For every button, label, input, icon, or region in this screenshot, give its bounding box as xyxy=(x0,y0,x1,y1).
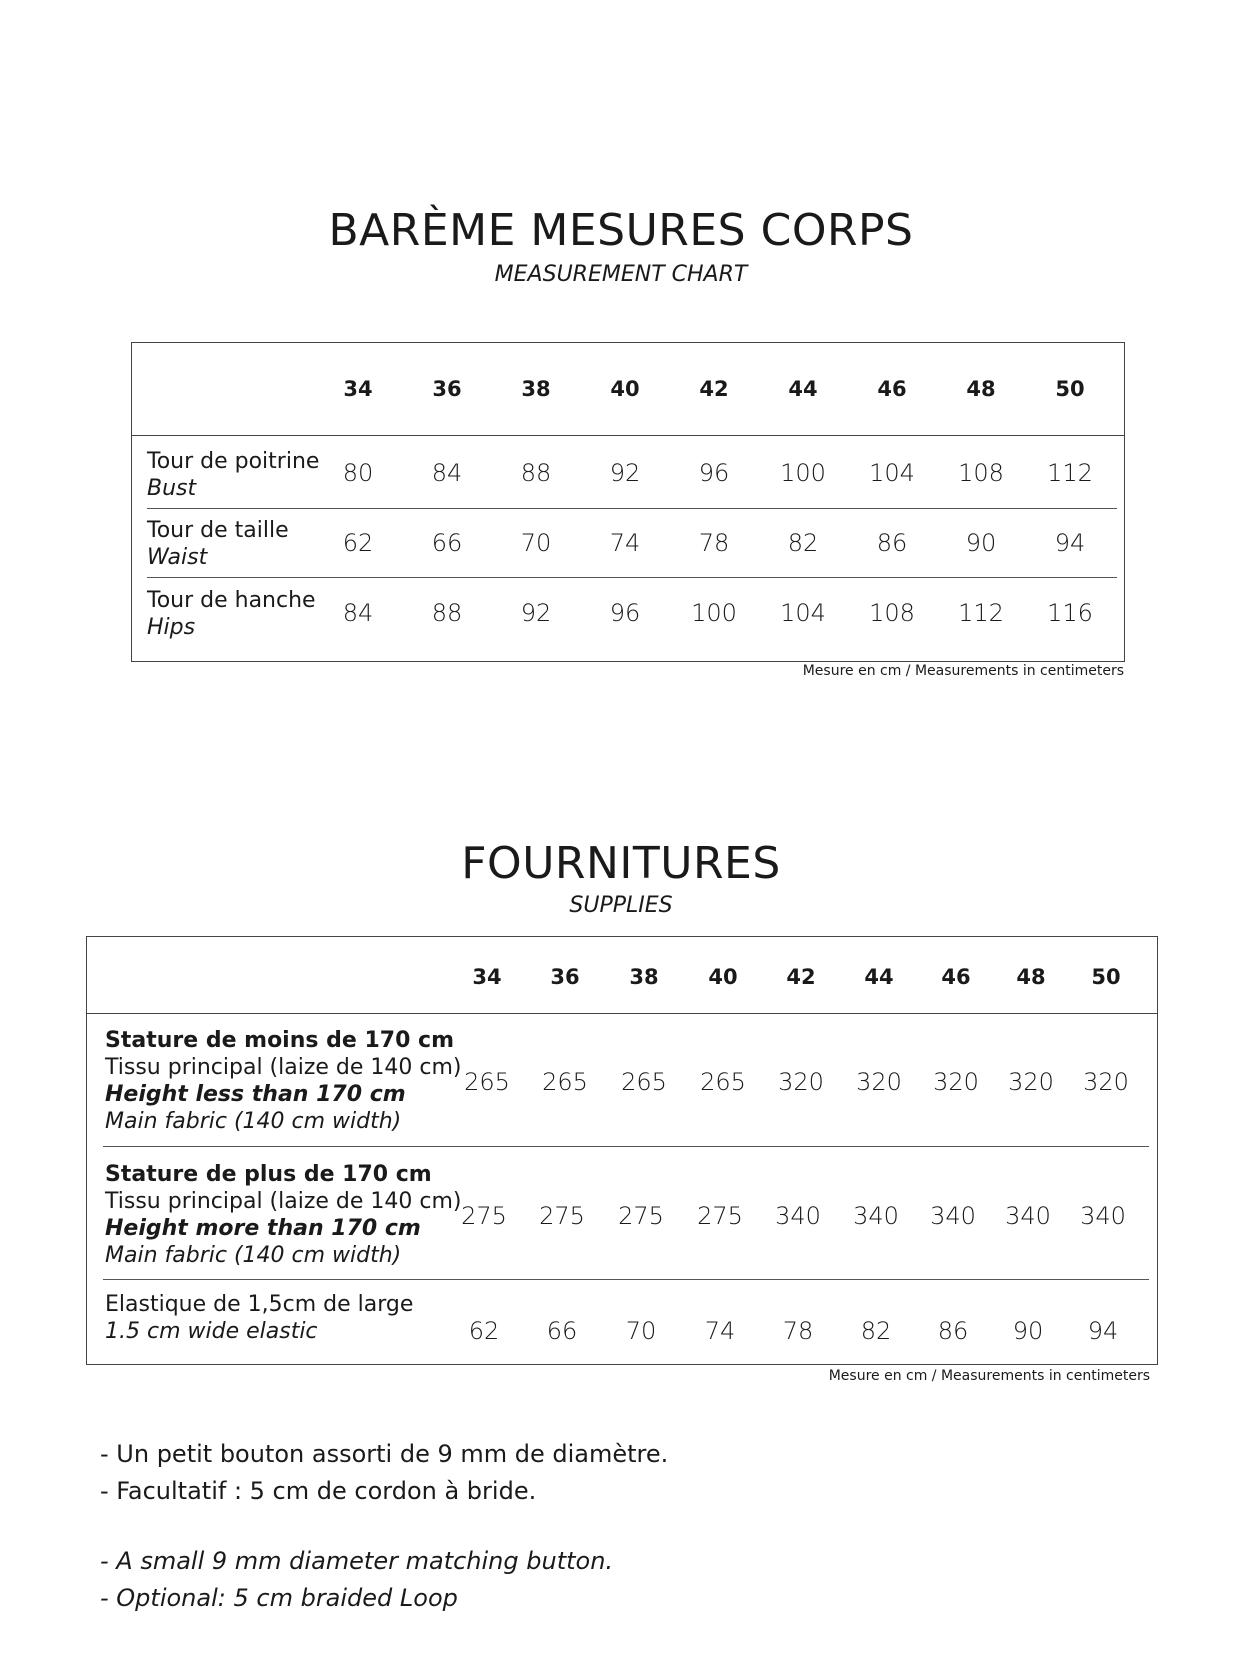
size-header: 50 xyxy=(1055,377,1085,401)
table-cell: 86 xyxy=(937,1317,969,1345)
table-cell: 100 xyxy=(691,599,737,627)
row-label-waist xyxy=(147,517,289,571)
table-cell: 92 xyxy=(520,599,552,627)
row-label-line: Tissu principal (laize de 140 cm) xyxy=(105,1189,462,1214)
row-label-en: Hips xyxy=(147,615,196,640)
size-header: 40 xyxy=(708,965,738,989)
size-header: 42 xyxy=(786,965,816,989)
table-cell: 265 xyxy=(621,1068,667,1096)
row-label-line: Stature de plus de 170 cm xyxy=(105,1162,432,1187)
table-cell: 104 xyxy=(869,459,915,487)
row-label-height-less xyxy=(105,1027,462,1135)
table-cell: 66 xyxy=(431,529,463,557)
table-cell: 88 xyxy=(520,459,552,487)
supplies-header-row xyxy=(87,937,1157,1014)
note-line: - A small 9 mm diameter matching button. xyxy=(100,1547,614,1575)
table-cell: 340 xyxy=(853,1202,899,1230)
table-cell: 70 xyxy=(625,1317,657,1345)
row-label-line: Elastique de 1,5cm de large xyxy=(105,1292,414,1317)
table-cell: 104 xyxy=(780,599,826,627)
table-cell: 86 xyxy=(876,529,908,557)
row-label-en: Bust xyxy=(147,476,197,501)
row-label-line: Height more than 170 cm xyxy=(105,1216,421,1241)
table-cell: 112 xyxy=(1047,459,1093,487)
table-cell: 84 xyxy=(342,599,374,627)
row-label-hips xyxy=(147,587,316,641)
measurement-title: BARÈME MESURES CORPS xyxy=(328,205,914,256)
row-label-line: Tissu principal (laize de 140 cm) xyxy=(105,1055,462,1080)
size-header: 46 xyxy=(941,965,971,989)
supplies-table xyxy=(86,936,1158,1365)
size-header: 42 xyxy=(699,377,729,401)
table-cell: 90 xyxy=(965,529,997,557)
table-cell: 96 xyxy=(698,459,730,487)
table-cell: 82 xyxy=(787,529,819,557)
table-cell: 88 xyxy=(431,599,463,627)
row-label-line: Stature de moins de 170 cm xyxy=(105,1028,455,1053)
table-cell: 320 xyxy=(1083,1068,1129,1096)
table-cell: 78 xyxy=(698,529,730,557)
table-cell: 94 xyxy=(1087,1317,1119,1345)
table-cell: 265 xyxy=(542,1068,588,1096)
table-cell: 100 xyxy=(780,459,826,487)
measurement-table xyxy=(131,342,1125,662)
row-divider xyxy=(147,577,1117,578)
row-label-en: Waist xyxy=(147,545,208,570)
table-cell: 70 xyxy=(520,529,552,557)
table-cell: 108 xyxy=(958,459,1004,487)
size-header: 50 xyxy=(1091,965,1121,989)
row-label-elastic xyxy=(105,1291,413,1345)
table-cell: 96 xyxy=(609,599,641,627)
table-cell: 340 xyxy=(1005,1202,1051,1230)
table-cell: 340 xyxy=(1080,1202,1126,1230)
supplies-title: FOURNITURES xyxy=(461,838,781,889)
row-label-fr: Tour de hanche xyxy=(147,588,316,613)
size-header: 48 xyxy=(1016,965,1046,989)
table-cell: 116 xyxy=(1047,599,1093,627)
table-cell: 275 xyxy=(697,1202,743,1230)
table-cell: 80 xyxy=(342,459,374,487)
table-cell: 320 xyxy=(933,1068,979,1096)
table-cell: 320 xyxy=(1008,1068,1054,1096)
measurement-header-row xyxy=(132,343,1124,436)
table-cell: 66 xyxy=(546,1317,578,1345)
table-cell: 78 xyxy=(782,1317,814,1345)
size-header: 40 xyxy=(610,377,640,401)
table-cell: 94 xyxy=(1054,529,1086,557)
size-header: 44 xyxy=(864,965,894,989)
size-header: 38 xyxy=(629,965,659,989)
table-cell: 275 xyxy=(618,1202,664,1230)
table-cell: 265 xyxy=(700,1068,746,1096)
row-label-fr: Tour de taille xyxy=(147,518,289,543)
supplies-subtitle: SUPPLIES xyxy=(569,893,673,918)
size-header: 46 xyxy=(877,377,907,401)
table-cell: 84 xyxy=(431,459,463,487)
measurement-subtitle: MEASUREMENT CHART xyxy=(494,262,748,287)
note-line: - Facultatif : 5 cm de cordon à bride. xyxy=(100,1477,537,1505)
table-cell: 90 xyxy=(1012,1317,1044,1345)
table-cell: 320 xyxy=(856,1068,902,1096)
table-cell: 62 xyxy=(342,529,374,557)
row-label-line: Main fabric (140 cm width) xyxy=(105,1243,402,1268)
table-cell: 92 xyxy=(609,459,641,487)
size-header: 44 xyxy=(788,377,818,401)
row-divider xyxy=(147,508,1117,509)
row-label-bust xyxy=(147,448,319,502)
size-header: 48 xyxy=(966,377,996,401)
notes-french xyxy=(100,1436,668,1510)
row-divider xyxy=(103,1279,1149,1280)
row-label-height-more xyxy=(105,1161,462,1269)
table-cell: 108 xyxy=(869,599,915,627)
table-cell: 74 xyxy=(704,1317,736,1345)
size-header: 34 xyxy=(472,965,502,989)
row-divider xyxy=(103,1146,1149,1147)
table-cell: 82 xyxy=(860,1317,892,1345)
supplies-unit-note: Mesure en cm / Measurements in centimeters xyxy=(828,1368,1150,1384)
row-label-fr: Tour de poitrine xyxy=(147,449,320,474)
row-label-line: Main fabric (140 cm width) xyxy=(105,1109,402,1134)
table-cell: 112 xyxy=(958,599,1004,627)
row-label-line: 1.5 cm wide elastic xyxy=(105,1319,318,1344)
size-header: 36 xyxy=(432,377,462,401)
table-cell: 275 xyxy=(461,1202,507,1230)
table-cell: 320 xyxy=(778,1068,824,1096)
note-line: - Un petit bouton assorti de 9 mm de diamètre. xyxy=(100,1440,669,1468)
size-header: 36 xyxy=(550,965,580,989)
table-cell: 340 xyxy=(775,1202,821,1230)
note-line: - Optional: 5 cm braided Loop xyxy=(100,1584,458,1612)
table-cell: 275 xyxy=(539,1202,585,1230)
size-header: 34 xyxy=(343,377,373,401)
size-header: 38 xyxy=(521,377,551,401)
row-label-line: Height less than 170 cm xyxy=(105,1082,406,1107)
table-cell: 62 xyxy=(468,1317,500,1345)
measurement-unit-note: Mesure en cm / Measurements in centimeters xyxy=(802,663,1124,679)
notes-english xyxy=(100,1543,613,1617)
table-cell: 340 xyxy=(930,1202,976,1230)
table-cell: 265 xyxy=(464,1068,510,1096)
table-cell: 74 xyxy=(609,529,641,557)
